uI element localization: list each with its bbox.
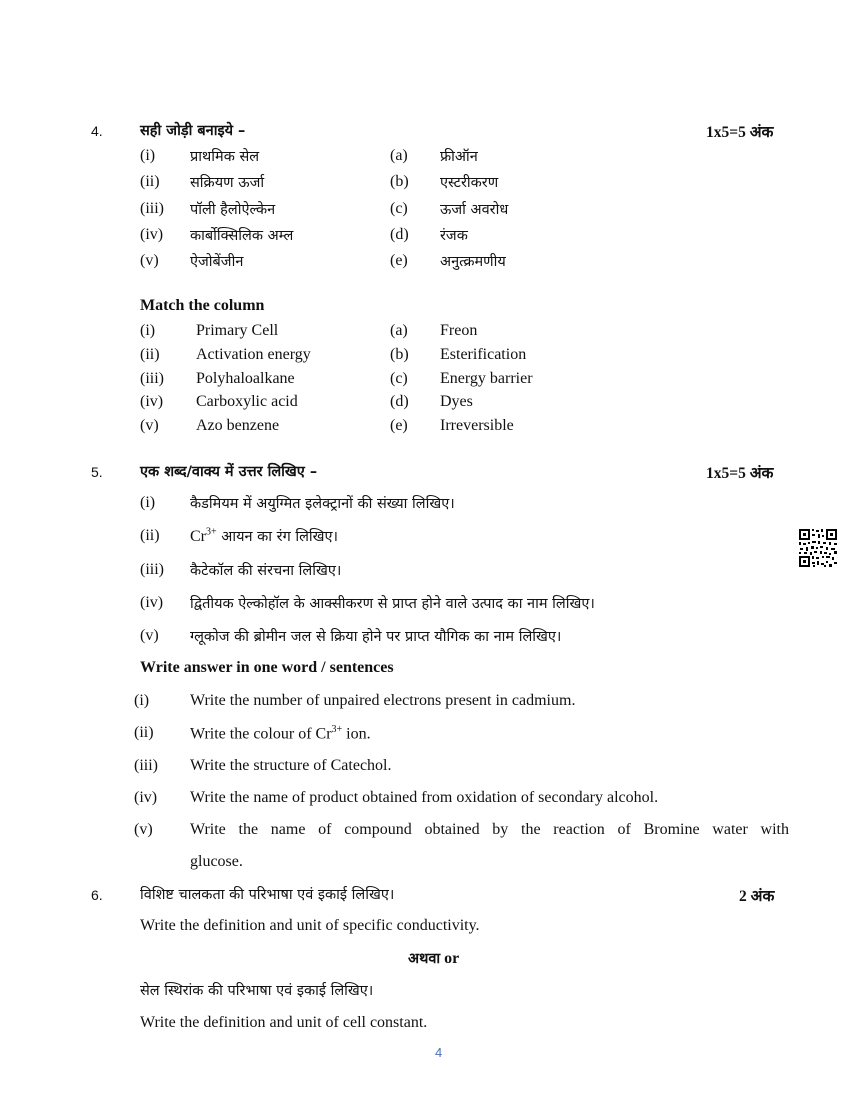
q6-text-hindi: विशिष्ट चालकता की परिभाषा एवं इकाई लिखिए। — [140, 887, 395, 903]
row-right: अनुत्क्रमणीय — [440, 254, 506, 270]
q6-alt-hindi: सेल स्थिरांक की परिभाषा एवं इकाई लिखिए। — [140, 983, 374, 999]
row-letter: (b) — [390, 346, 409, 363]
or-hindi: अथवा — [408, 951, 441, 967]
item-text: Write the structure of Catechol. — [190, 757, 392, 774]
item-num: (i) — [140, 494, 156, 511]
q4-number: 4. — [91, 123, 103, 139]
row-letter: (c) — [390, 200, 408, 217]
q5-title-hindi: एक शब्द/वाक्य में उत्तर लिखिए – — [140, 464, 318, 480]
item-num: (v) — [140, 627, 159, 644]
row-left: Polyhaloalkane — [196, 370, 295, 387]
row-num: (ii) — [140, 173, 160, 190]
item-text: Write the name of compound obtained by the reaction of Bromine water with — [190, 821, 789, 838]
or-english: or — [444, 950, 460, 967]
row-right: Energy barrier — [440, 370, 533, 387]
charge-superscript: 3+ — [206, 526, 217, 538]
item-num: (iii) — [134, 757, 158, 774]
item-text: Write the number of unpaired electrons present in cadmium. — [190, 692, 576, 709]
item-num: (iv) — [140, 594, 164, 611]
row-left: Azo benzene — [196, 417, 280, 434]
item-text: Write the name of product obtained from oxidation of secondary alcohol. — [190, 789, 659, 806]
item-num: (ii) — [134, 724, 154, 741]
row-right: रंजक — [440, 228, 468, 244]
item-text: आयन का रंग लिखिए। — [216, 529, 339, 545]
item-num: (iii) — [140, 561, 164, 578]
item-text-suffix: ion. — [342, 725, 371, 743]
charge-superscript: 3+ — [331, 724, 343, 735]
q4-title-hindi: सही जोड़ी बनाइये – — [140, 123, 246, 139]
page-number: 4 — [435, 1045, 443, 1060]
q6-or-separator — [408, 948, 459, 968]
row-right: एस्टरीकरण — [440, 175, 499, 191]
item-num: (v) — [134, 821, 153, 838]
q5-marks: 1x5=5 अंक — [706, 465, 774, 482]
row-num: (iii) — [140, 200, 164, 217]
item-text: Write the colour of Cr — [190, 725, 332, 743]
q4-title-english: Match the column — [140, 297, 265, 314]
qr-code-icon — [798, 528, 838, 568]
row-letter: (c) — [390, 370, 408, 387]
row-num: (iv) — [140, 393, 164, 410]
row-letter: (d) — [390, 226, 409, 243]
row-num: (v) — [140, 252, 159, 269]
item-text-cr-ion — [190, 526, 338, 546]
row-left: कार्बोक्सिलिक अम्ल — [190, 228, 294, 244]
row-left: पॉली हैलोऐल्केन — [190, 202, 276, 218]
item-text: द्वितीयक ऐल्कोहॉल के आक्सीकरण से प्राप्त होने वाले उत्पाद का नाम लिखिए। — [190, 596, 595, 612]
row-letter: (d) — [390, 393, 409, 410]
item-text: ग्लूकोज की ब्रोमीन जल से क्रिया होने पर प्राप्त यौगिक का नाम लिखिए। — [190, 629, 562, 645]
row-num: (iii) — [140, 370, 164, 387]
q6-number: 6. — [91, 887, 103, 903]
row-num: (v) — [140, 417, 159, 434]
row-right: ऊर्जा अवरोध — [440, 202, 509, 218]
row-num: (iv) — [140, 226, 164, 243]
row-letter: (b) — [390, 173, 409, 190]
row-right: Freon — [440, 322, 478, 339]
item-text-continuation: glucose. — [190, 853, 243, 870]
item-num: (iv) — [134, 789, 158, 806]
q6-text-english: Write the definition and unit of specific conductivity. — [140, 917, 480, 934]
q4-marks: 1x5=5 अंक — [706, 124, 774, 141]
row-right: फ्रीऑन — [440, 149, 478, 165]
cr-symbol: Cr — [190, 528, 206, 545]
row-left: सक्रियण ऊर्जा — [190, 175, 265, 191]
row-letter: (e) — [390, 417, 408, 434]
q5-number: 5. — [91, 464, 103, 480]
row-left: Activation energy — [196, 346, 311, 363]
item-num: (ii) — [140, 527, 160, 544]
row-letter: (a) — [390, 147, 408, 164]
row-left: प्राथमिक सेल — [190, 149, 260, 165]
item-text-cr-ion — [190, 724, 371, 743]
row-left: ऐजोबेंजीन — [190, 254, 244, 270]
row-left: Carboxylic acid — [196, 393, 298, 410]
q6-alt-english: Write the definition and unit of cell constant. — [140, 1014, 428, 1031]
q6-marks: 2 अंक — [739, 888, 775, 905]
row-letter: (e) — [390, 252, 408, 269]
row-right: Irreversible — [440, 417, 514, 434]
row-num: (i) — [140, 322, 156, 339]
row-num: (i) — [140, 147, 156, 164]
row-left: Primary Cell — [196, 322, 279, 339]
row-right: Dyes — [440, 393, 473, 410]
item-text: कैटेकॉल की संरचना लिखिए। — [190, 563, 342, 579]
q5-title-english: Write answer in one word / sentences — [140, 659, 394, 676]
row-letter: (a) — [390, 322, 408, 339]
item-num: (i) — [134, 692, 150, 709]
row-right: Esterification — [440, 346, 527, 363]
row-num: (ii) — [140, 346, 160, 363]
item-text: कैडमियम में अयुग्मित इलेक्ट्रानों की संख्या लिखिए। — [190, 496, 455, 512]
